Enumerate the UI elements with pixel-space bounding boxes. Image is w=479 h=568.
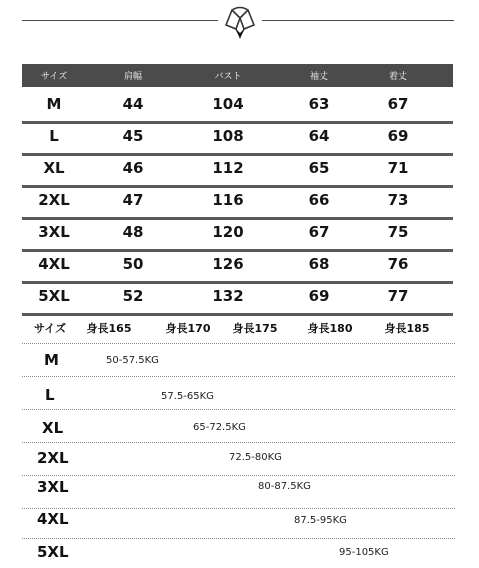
weight-range: 65-72.5KG	[193, 422, 246, 433]
shoulder-cell: 50	[122, 255, 144, 273]
weight-range: 87.5-95KG	[294, 515, 347, 526]
dotted-divider	[22, 409, 455, 410]
dotted-divider	[22, 442, 455, 443]
dotted-divider	[22, 376, 455, 377]
weight-row-m	[0, 343, 479, 373]
bust-cell: 104	[212, 95, 244, 113]
size-label: 2XL	[37, 449, 69, 467]
weight-row-2xl	[0, 442, 479, 472]
weight-row-xl	[0, 409, 479, 439]
header-height-180: 身長180	[307, 322, 353, 335]
header-bust: バスト	[214, 72, 242, 82]
weight-range: 95-105KG	[339, 547, 389, 558]
size-label: 5XL	[37, 543, 69, 561]
shirt-collar-icon	[223, 4, 257, 40]
size-label: XL	[42, 419, 64, 437]
shoulder-cell: 47	[122, 191, 144, 209]
header-sleeve: 袖丈	[309, 72, 329, 82]
weight-range: 57.5-65KG	[161, 391, 214, 402]
size-cell: L	[49, 127, 59, 145]
length-cell: 71	[387, 159, 409, 177]
bust-cell: 116	[212, 191, 244, 209]
bust-cell: 120	[212, 223, 244, 241]
size-row-l	[22, 124, 453, 156]
length-cell: 77	[387, 287, 409, 305]
dotted-divider	[22, 508, 455, 509]
length-cell: 73	[387, 191, 409, 209]
sleeve-cell: 69	[308, 287, 330, 305]
header-height-170: 身長170	[165, 322, 211, 335]
size-cell: 3XL	[38, 223, 70, 241]
size-cell: XL	[43, 159, 65, 177]
size-label: M	[44, 351, 59, 369]
dotted-divider	[22, 538, 455, 539]
weight-range: 72.5-80KG	[229, 452, 282, 463]
sleeve-cell: 68	[308, 255, 330, 273]
shoulder-cell: 48	[122, 223, 144, 241]
length-cell: 67	[387, 95, 409, 113]
top-divider-left	[22, 20, 218, 21]
bust-cell: 132	[212, 287, 244, 305]
size-label: 3XL	[37, 478, 69, 496]
top-divider-right	[262, 20, 454, 21]
weight-chart-header	[0, 316, 479, 338]
header-height-175: 身長175	[232, 322, 278, 335]
shoulder-cell: 52	[122, 287, 144, 305]
header-size: サイズ	[33, 322, 67, 335]
length-cell: 76	[387, 255, 409, 273]
shoulder-cell: 45	[122, 127, 144, 145]
size-cell: M	[46, 95, 62, 113]
weight-row-3xl	[0, 475, 479, 505]
size-row-m	[22, 92, 453, 124]
bust-cell: 126	[212, 255, 244, 273]
shoulder-cell: 44	[122, 95, 144, 113]
size-cell: 4XL	[38, 255, 70, 273]
sleeve-cell: 66	[308, 191, 330, 209]
size-label: L	[45, 386, 55, 404]
weight-row-l	[0, 376, 479, 406]
header-height-185: 身長185	[384, 322, 430, 335]
header-size: サイズ	[40, 72, 68, 82]
sleeve-cell: 65	[308, 159, 330, 177]
sleeve-cell: 67	[308, 223, 330, 241]
weight-range: 80-87.5KG	[258, 481, 311, 492]
weight-row-4xl	[0, 508, 479, 538]
sleeve-cell: 64	[308, 127, 330, 145]
bust-cell: 112	[212, 159, 244, 177]
header-height-165: 身長165	[86, 322, 132, 335]
dotted-divider	[22, 343, 455, 344]
size-row-2xl	[22, 188, 453, 220]
shoulder-cell: 46	[122, 159, 144, 177]
bust-cell: 108	[212, 127, 244, 145]
size-cell: 5XL	[38, 287, 70, 305]
length-cell: 69	[387, 127, 409, 145]
header-length: 着丈	[388, 72, 408, 82]
size-chart-header	[22, 64, 453, 87]
size-cell: 2XL	[38, 191, 70, 209]
weight-row-5xl	[0, 538, 479, 568]
size-label: 4XL	[37, 510, 69, 528]
sleeve-cell: 63	[308, 95, 330, 113]
size-row-5xl	[22, 284, 453, 316]
length-cell: 75	[387, 223, 409, 241]
size-row-xl	[22, 156, 453, 188]
weight-range: 50-57.5KG	[106, 355, 159, 366]
size-row-4xl	[22, 252, 453, 284]
header-shoulder: 肩幅	[123, 72, 143, 82]
size-row-3xl	[22, 220, 453, 252]
dotted-divider	[22, 475, 455, 476]
